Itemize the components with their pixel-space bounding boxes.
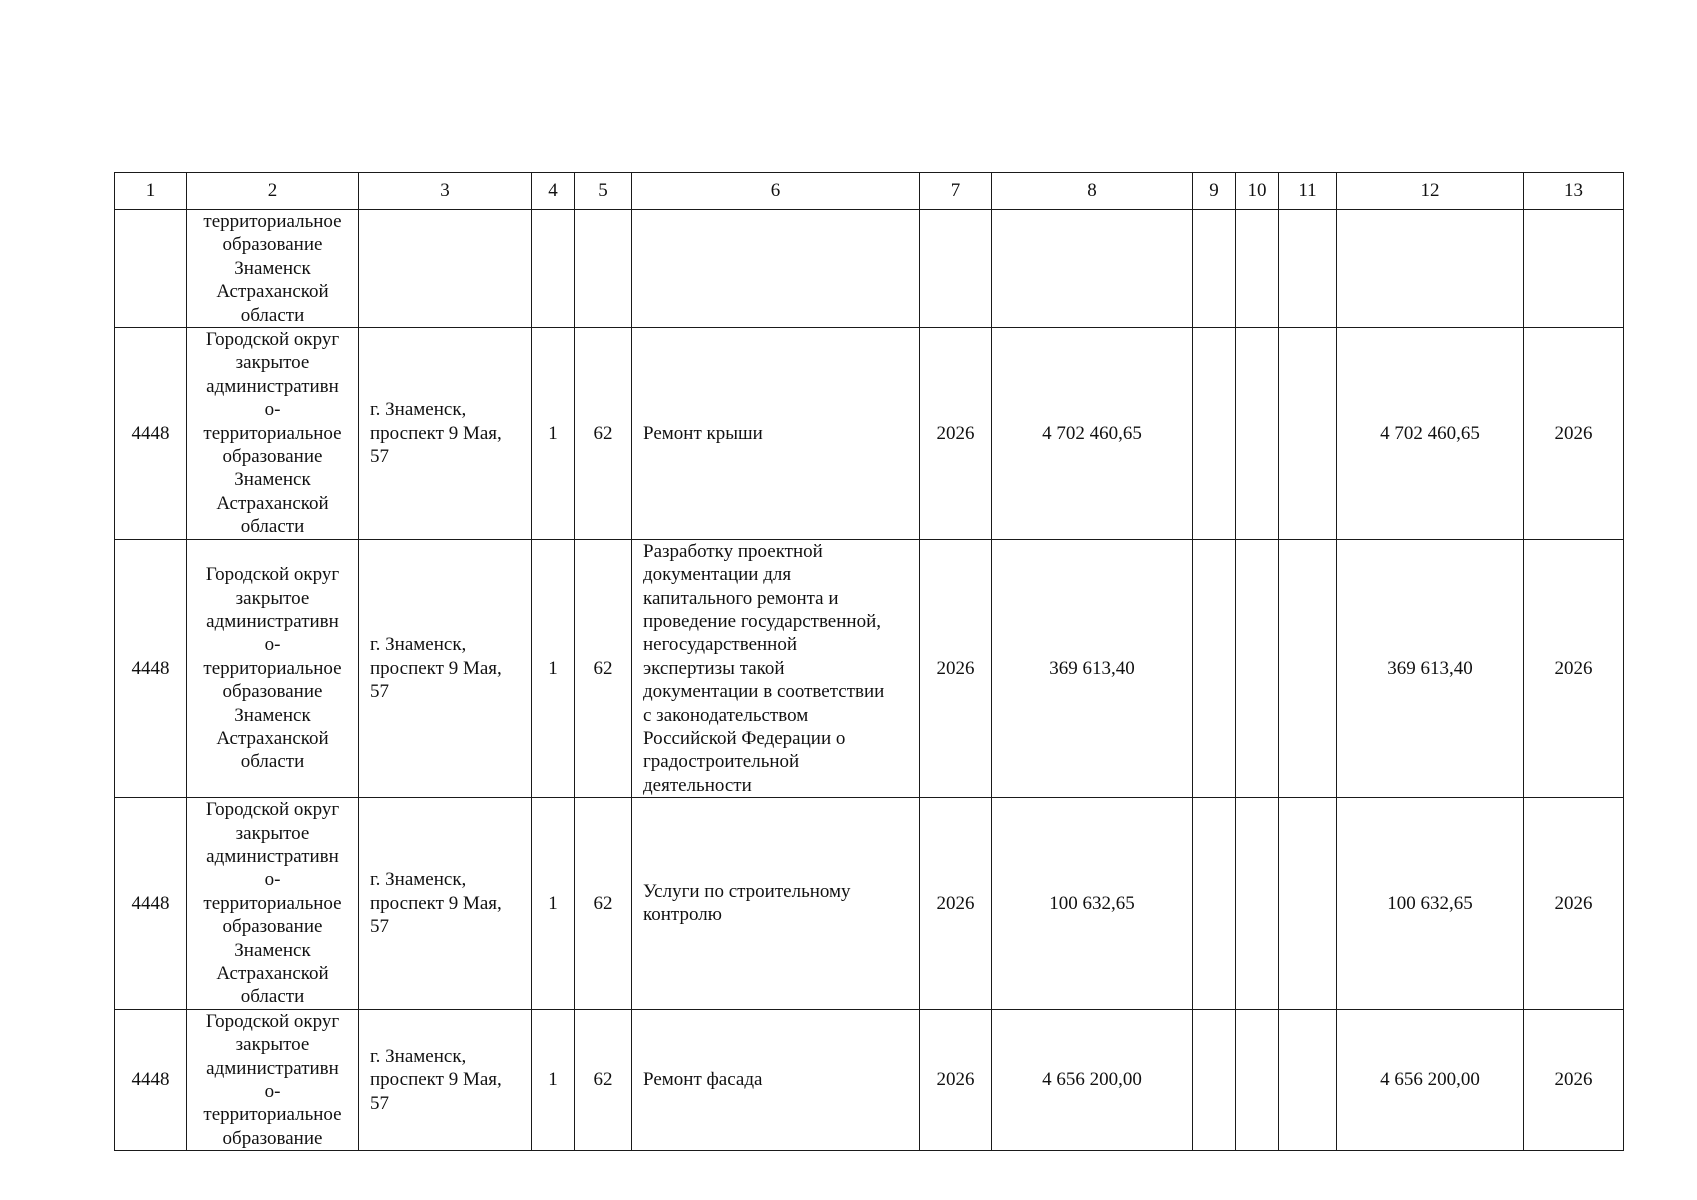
cost-cell: 369 613,40 <box>992 539 1193 797</box>
table-row <box>115 1009 1624 1150</box>
column-header-8: 8 <box>992 173 1193 210</box>
municipality-cell: Городской округ закрытое административн о- территориальное образование Знаменск Астраханской области <box>187 798 359 1010</box>
table-cell <box>359 210 532 328</box>
fund-cost-cell: 4 702 460,65 <box>1337 328 1524 540</box>
table-cell <box>1236 210 1279 328</box>
column-header-2: 2 <box>187 173 359 210</box>
cost-cell: 100 632,65 <box>992 798 1193 1010</box>
table-cell <box>532 210 575 328</box>
work-type-cell: Разработку проектной документации для капитального ремонта и проведение государственной, негосударственной экспертизы такой документации в соответствии с законодательством Российской Федерации о градостроительной деятельности <box>632 539 920 797</box>
table-row <box>115 798 1624 1010</box>
col4-cell: 1 <box>532 328 575 540</box>
address-cell: г. Знаменск, проспект 9 Мая, 57 <box>359 539 532 797</box>
col5-cell: 62 <box>575 539 632 797</box>
table-cell <box>1279 210 1337 328</box>
col10-cell <box>1236 328 1279 540</box>
completion-year-cell: 2026 <box>1524 1009 1624 1150</box>
address-cell: г. Знаменск, проспект 9 Мая, 57 <box>359 328 532 540</box>
col5-cell: 62 <box>575 1009 632 1150</box>
col9-cell <box>1193 1009 1236 1150</box>
column-header-12: 12 <box>1337 173 1524 210</box>
col11-cell <box>1279 328 1337 540</box>
cost-cell: 4 656 200,00 <box>992 1009 1193 1150</box>
table-cell <box>1524 210 1624 328</box>
column-header-5: 5 <box>575 173 632 210</box>
column-header-10: 10 <box>1236 173 1279 210</box>
cost-cell: 4 702 460,65 <box>992 328 1193 540</box>
fund-cost-cell: 4 656 200,00 <box>1337 1009 1524 1150</box>
code-cell: 4448 <box>115 798 187 1010</box>
table-cell <box>115 210 187 328</box>
municipality-cell: территориальное образование Знаменск Астраханской области <box>187 210 359 328</box>
work-type-cell: Ремонт фасада <box>632 1009 920 1150</box>
column-header-1: 1 <box>115 173 187 210</box>
col11-cell <box>1279 539 1337 797</box>
table-cell <box>575 210 632 328</box>
completion-year-cell: 2026 <box>1524 539 1624 797</box>
col10-cell <box>1236 1009 1279 1150</box>
col5-cell: 62 <box>575 328 632 540</box>
column-header-3: 3 <box>359 173 532 210</box>
table-row <box>115 328 1624 540</box>
col11-cell <box>1279 798 1337 1010</box>
fund-cost-cell: 369 613,40 <box>1337 539 1524 797</box>
address-cell: г. Знаменск, проспект 9 Мая, 57 <box>359 1009 532 1150</box>
table-cell <box>992 210 1193 328</box>
column-header-13: 13 <box>1524 173 1624 210</box>
col10-cell <box>1236 798 1279 1010</box>
col9-cell <box>1193 539 1236 797</box>
code-cell: 4448 <box>115 1009 187 1150</box>
column-header-11: 11 <box>1279 173 1337 210</box>
capital-repair-table <box>114 172 1624 1151</box>
completion-year-cell: 2026 <box>1524 798 1624 1010</box>
completion-year-cell: 2026 <box>1524 328 1624 540</box>
continuation-row <box>115 210 1624 328</box>
col4-cell: 1 <box>532 798 575 1010</box>
col11-cell <box>1279 1009 1337 1150</box>
col9-cell <box>1193 798 1236 1010</box>
code-cell: 4448 <box>115 328 187 540</box>
table-cell <box>920 210 992 328</box>
col10-cell <box>1236 539 1279 797</box>
address-cell: г. Знаменск, проспект 9 Мая, 57 <box>359 798 532 1010</box>
work-type-cell: Ремонт крыши <box>632 328 920 540</box>
municipality-cell: Городской округ закрытое административн о- территориальное образование Знаменск Астраханской области <box>187 328 359 540</box>
code-cell: 4448 <box>115 539 187 797</box>
fund-cost-cell: 100 632,65 <box>1337 798 1524 1010</box>
year-cell: 2026 <box>920 328 992 540</box>
col9-cell <box>1193 328 1236 540</box>
table-cell <box>1193 210 1236 328</box>
col5-cell: 62 <box>575 798 632 1010</box>
table-row <box>115 539 1624 797</box>
column-header-9: 9 <box>1193 173 1236 210</box>
column-number-header-row <box>115 173 1624 210</box>
column-header-7: 7 <box>920 173 992 210</box>
year-cell: 2026 <box>920 539 992 797</box>
work-type-cell: Услуги по строительному контролю <box>632 798 920 1010</box>
municipality-cell: Городской округ закрытое административн о- территориальное образование <box>187 1009 359 1150</box>
table-cell <box>1337 210 1524 328</box>
table-cell <box>632 210 920 328</box>
year-cell: 2026 <box>920 798 992 1010</box>
column-header-6: 6 <box>632 173 920 210</box>
col4-cell: 1 <box>532 539 575 797</box>
column-header-4: 4 <box>532 173 575 210</box>
municipality-cell: Городской округ закрытое административн о- территориальное образование Знаменск Астраханской области <box>187 539 359 797</box>
year-cell: 2026 <box>920 1009 992 1150</box>
col4-cell: 1 <box>532 1009 575 1150</box>
